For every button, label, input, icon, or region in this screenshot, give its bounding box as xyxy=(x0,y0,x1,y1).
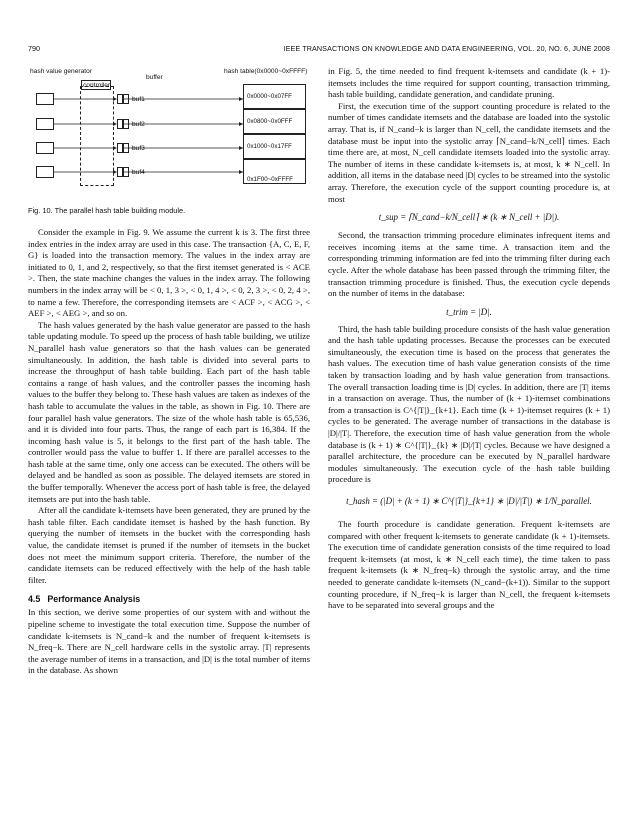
buffer-4-label: buf4 xyxy=(132,169,145,176)
generator-label: hash value generator xyxy=(30,68,92,75)
range-4: 0x1F00~0xFFFF xyxy=(247,176,293,183)
equation-trimming: t_trim = |D|. xyxy=(446,306,492,317)
equation-support-counting: t_sup = ⌈N_cand−k/N_cell⌉ ∗ (k ∗ N_cell + |D|). xyxy=(378,212,560,223)
paragraph: Second, the transaction trimming procedure eliminates infrequent items and receives incoming items at the same time. A transaction item and the corresponding trimming information are fed into the trimming filter during each cycle. After the whole database has been passed through the trimming filter, the transaction trimming procedure is finished. Thus, the execution cycle depends on the number of items in the database: xyxy=(328,230,610,299)
section-title: Performance Analysis xyxy=(47,594,141,605)
paragraph: in Fig. 5, the time needed to find frequent k-itemsets and candidate (k + 1)-itemsets includes the time required for support counting, transaction trimming, hash table building, candidate generation, and candidate pruning. xyxy=(328,66,610,100)
range-3: 0x1000~0x17FF xyxy=(247,143,292,150)
hash-table-part-3 xyxy=(243,134,306,159)
buffer-label: buffer xyxy=(146,74,163,81)
controller-region xyxy=(80,86,114,186)
paragraph: Consider the example in Fig. 9. We assume the current k is 3. The first three index entries in the index array are used in this case. The transaction {A, C, E, F, G} is loaded into the transaction memory. The values in the index array are initiated to 0, 1, and 2, respectively, so that the first itemset generated is < ACE >. Then, the state machine changes the values in the index array. The following numbers in the index array will be < 0, 1, 3 >, < 0, 1, 4 >, < 0, 2, 3 >, < 0, 2, 4 >, to name a few. Therefore, the corresponding itemsets are < ACF >, < ACG >, < AEF >, < AEG >, and so on. xyxy=(28,227,310,319)
equation-hash-building: t_hash = (|D| + (k + 1) ∗ C^{|T|}_{k+1} ∗ |D|/|T|) ∗ 1/N_parallel. xyxy=(346,496,592,506)
generator-4 xyxy=(36,166,54,178)
paragraph: After all the candidate k-itemsets have been generated, they are pruned by the hash table filter. Each candidate itemset is hashed by the hash function. By querying the number of itemsets in the bucket with the corresponding hash value, the candidate itemset is pruned if the number of itemsets in the bucket does not meet the minimum support criteria. Therefore, the number of the candidate itemsets can be reduced effectively with the help of the hash table filter. xyxy=(28,505,310,585)
range-2: 0x0800~0x0FFF xyxy=(247,118,293,125)
buffer-2-label: buf2 xyxy=(132,121,145,128)
generator-2 xyxy=(36,118,54,130)
journal-title: IEEE TRANSACTIONS ON KNOWLEDGE AND DATA ENGINEERING, VOL. 20, NO. 6, JUNE 2008 xyxy=(283,44,610,53)
left-column xyxy=(28,66,310,677)
generator-3 xyxy=(36,142,54,154)
paragraph: Third, the hash table building procedure consists of the hash value generation and the hash table updating processes. Because the processes can be executed simultaneously, the execution time is based on the process that generates the hash values. The execution time of hash value generation consists of the time taken by transaction loading and by hash value generation from transactions. The overall transaction loading time is |D| cycles. In addition, there are |T| items in a transaction on average. Thus, the number of (k + 1)-itemset combinations from a transaction is C^{|T|}_{k+1}. Each time (k + 1)-itemset requires (k + 1) cycles to be generated. The average number of transactions in the database is |D|/|T|. Therefore, the execution time of hash value generation from the whole database is (k + 1) ∗ C^{|T|}_{k} ∗ |D|/|T| cycles. Because we have designed a parallel architecture, the procedure can be executed by N_parallel hardware modules simultaneously. The execution cycle of the hash table building procedure is xyxy=(328,323,610,485)
paragraph: In this section, we derive some properties of our system with and without the pipeline scheme to investigate the total execution time. Suppose the number of candidate k-itemsets is N_cand−k and the number of frequent k-itemsets is N_freq−k. There are N_cell hardware cells in the systolic array. |T| represents the average number of items in a transaction, and |D| is the total number of items in the database. As shown xyxy=(28,607,310,676)
page-header xyxy=(28,44,610,56)
buffer-cell xyxy=(123,167,129,177)
page-number: 790 xyxy=(28,44,40,53)
hash-table-part-2 xyxy=(243,109,306,134)
table-label: hash table(0x0000~0xFFFF) xyxy=(224,68,308,75)
hash-table-part-4 xyxy=(243,159,306,184)
section-number: 4.5 xyxy=(28,594,41,605)
buffer-cell xyxy=(123,119,129,129)
right-column xyxy=(328,66,610,612)
paragraph: The fourth procedure is candidate generation. Frequent k-itemsets are compared with other frequent k-itemsets to generate candidate (k + 1)-itemsets. The execution time of candidate generation consists of the time required to load frequent k-itemsets (at most, k ∗ N_cell each time), the time taken to pass frequent k-itemsets (k ∗ N_freq−k) through the systolic array, and the time needed to generate candidate k-itemsets (N_cand−(k+1)). Similar to the support counting procedure, if N_freq−k is larger than N_cell, the frequent k-itemsets have to be separated into several groups and the xyxy=(328,519,610,611)
paragraph: The hash values generated by the hash value generator are passed to the hash table updating module. To speed up the process of hash table building, we utilize N_parallel hash value generators so that the hash values can be generated simultaneously. In addition, the hash table is divided into several parts to increase the throughput of hash table building. Each part of the hash table contains a range of hash values, and the controller passes the incoming hash values to the buffer they belong to. These hash values are taken as indexes of the hash table to accumulate the values in the table, as shown in Fig. 10. There are four parallel hash value generators. The size of the whole hash table is 65,536, and it is divided into four parts. Thus, the range of each part is 16,384. If the incoming hash value is 5, it belongs to the first part of the hash table. The controller would pass the value to buffer 1. If there are parallel accesses to the hash table at the same time, only one access can be executed. The others will be delayed and be handled as soon as possible. The delayed itemsets are stored in the buffer temporally. Whenever the access port of hash table is free, the delayed itemsets are put into the hash table. xyxy=(28,319,310,504)
section-heading xyxy=(28,594,310,604)
controller-label: controller xyxy=(83,82,111,89)
generator-1 xyxy=(36,93,54,105)
buffer-1-label: buf1 xyxy=(132,96,145,103)
buffer-cell xyxy=(123,143,129,153)
buffer-3-label: buf3 xyxy=(132,145,145,152)
paragraph: First, the execution time of the support counting procedure is related to the number of times candidate itemsets and the database are loaded into the systolic array. That is, if N_cand−k is larger than N_cell, the candidate itemsets and the database must be input into the systolic array ⌈N_cand−k/N_cell⌉ times. Each time there are, at most, N_cell candidate itemsets loaded into the systolic array. The number of items in these candidate k-itemsets is, at most, k ∗ N_cell. In addition, all items in the database need |D| cycles to be streamed into the systolic array. Therefore, the execution cycle of the support counting procedure is, at most xyxy=(328,100,610,204)
figure-caption: Fig. 10. The parallel hash table building module. xyxy=(28,206,186,215)
hash-table-figure xyxy=(28,66,310,194)
hash-table-part-1 xyxy=(243,84,306,109)
buffer-cell xyxy=(123,94,129,104)
range-1: 0x0000~0x07FF xyxy=(247,93,292,100)
